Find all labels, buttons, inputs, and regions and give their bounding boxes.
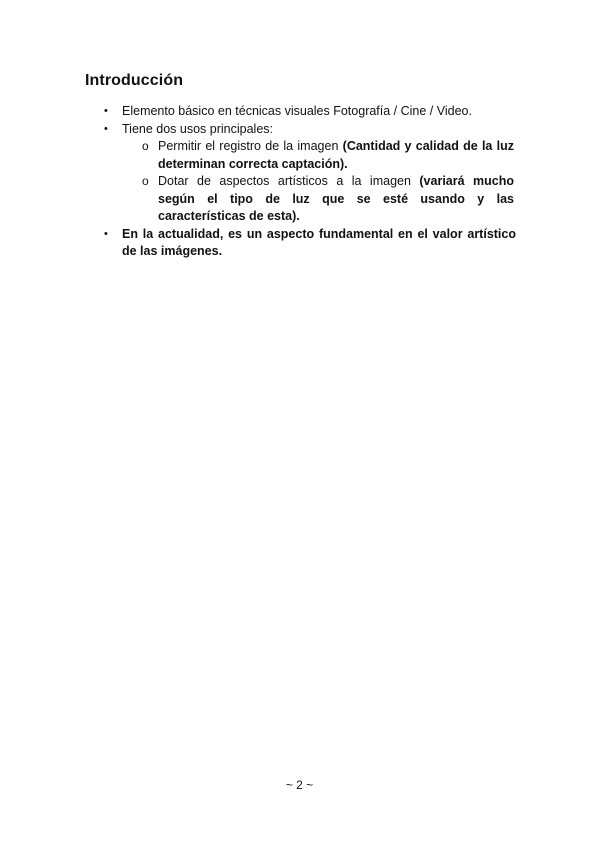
bullet-list: [0, 103, 599, 261]
list-item-text: Elemento básico en técnicas visuales Fotografía / Cine / Video.: [122, 104, 472, 118]
sub-list-item: [0, 173, 514, 226]
circle-bullet-icon: o: [142, 174, 149, 188]
list-item: [0, 121, 516, 226]
sub-list-item-bold-text: (Cantidad y calidad de la luz determinan correcta captación).: [158, 139, 514, 171]
list-item-bold-text: En la actualidad, es un aspecto fundamental en el valor artístico de las imágenes.: [122, 226, 516, 258]
bullet-icon: •: [104, 227, 108, 240]
sub-list-item-bold-text: (variará mucho según el tipo de luz que se esté usando y las características de esta).: [158, 174, 514, 223]
list-item: [0, 226, 516, 261]
page-number: ~ 2 ~: [285, 778, 314, 792]
sub-list-item: [0, 138, 514, 173]
sub-bullet-list: [122, 138, 516, 226]
sub-list-item-text: Permitir el registro de la imagen: [158, 139, 343, 153]
sub-list-item-text: Dotar de aspectos artísticos a la imagen: [158, 174, 420, 188]
list-item: [0, 103, 516, 121]
circle-bullet-icon: o: [142, 139, 149, 153]
bullet-icon: •: [104, 122, 108, 135]
list-item-text: Tiene dos usos principales:: [122, 121, 274, 136]
section-heading: Introducción: [85, 72, 184, 89]
bullet-icon: •: [104, 105, 108, 117]
